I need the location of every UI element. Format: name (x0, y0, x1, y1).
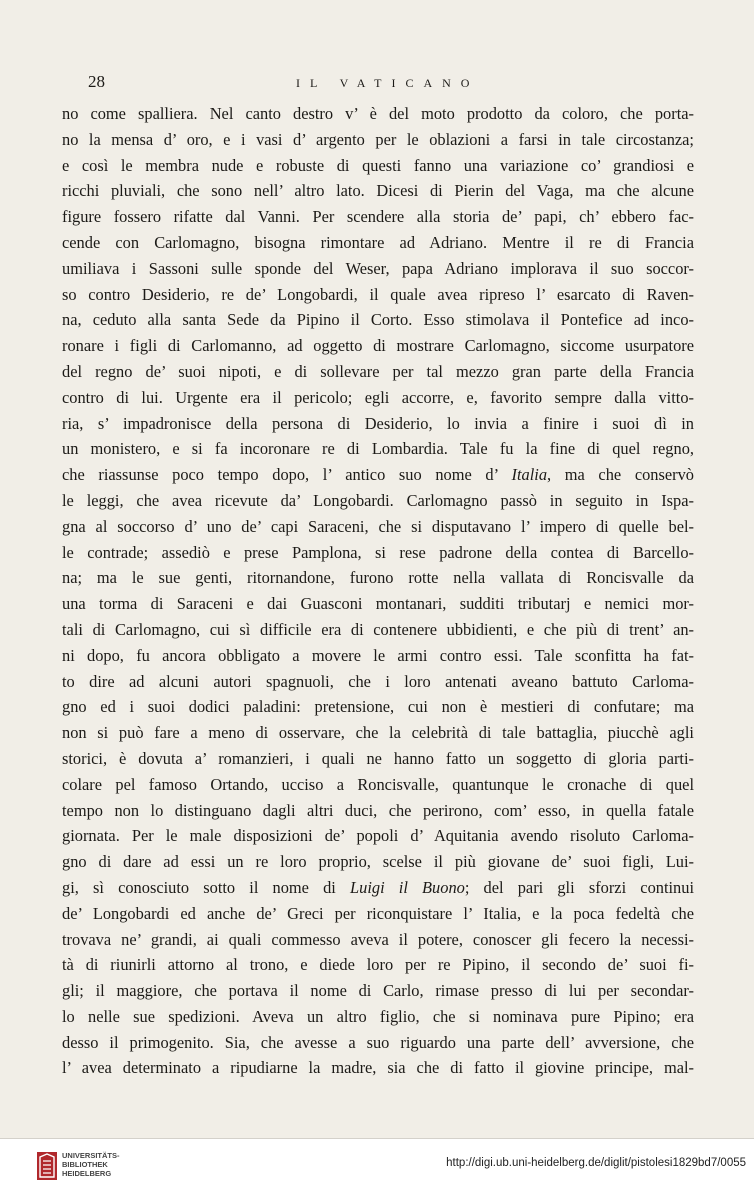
text-line: gi, sì conosciuto sotto il nome di Luigi il Buono; del pari gli sforzi continui (62, 877, 694, 897)
text-line: gno di dare ad essi un re loro proprio, scelse il più giovane de’ suoi figli, Lui- (62, 852, 694, 872)
text-line: cende con Carlomagno, bisogna rimontare ad Adriano. Mentre il re di Francia (62, 232, 694, 252)
text-line: no la mensa d’ oro, e i vasi d’ argento per le oblazioni a farsi in tale circostanza; (62, 129, 694, 149)
text-line: na, ceduto alla santa Sede da Pipino il Corto. Esso stimolava il Pontefice ad inco- (62, 310, 694, 330)
text-line: tempo non lo distinguano dagli altri duci, che perirono, com’ esso, in quella fatale (62, 800, 694, 820)
text-line: le leggi, che avea ricevute da’ Longobardi. Carlomagno passò in seguito in Ispa- (62, 490, 694, 510)
text-line: una torma di Saraceni e dai Guasconi montanari, sudditi tributarj e nemici mor- (62, 594, 694, 614)
text-line: to dire ad alcuni autori spagnuoli, che i loro antenati aveano battuto Carloma- (62, 671, 694, 691)
text-line: le contrade; assediò e prese Pamplona, si rese padrone della contea di Barcello- (62, 542, 694, 562)
page-number: 28 (88, 72, 105, 91)
text-line: umiliava i Sassoni sulle sponde del Weser, papa Adriano implorava il suo soccor- (62, 258, 694, 278)
library-name-line: BIBLIOTHEK (62, 1160, 108, 1169)
footer-bar (0, 1138, 754, 1191)
text-line: tali di Carlomagno, cui sì difficile era di contenere ubbidienti, e che più di trent’ an- (62, 619, 694, 639)
text-line: che riassunse poco tempo dopo, l’ antico suo nome d’ Italia, ma che conservò (62, 465, 694, 485)
text-line: na; ma le sue genti, ritornandone, furono rotte nella vallata di Roncisvalle da (62, 568, 694, 588)
page-header (88, 72, 668, 96)
text-line: no come spalliera. Nel canto destro v’ è del moto prodotto da coloro, che porta- (62, 104, 694, 123)
text-line: un monistero, e si fa incoronare re di Lombardia. Tale fu la fine di quel regno, (62, 439, 694, 459)
text-line: l’ avea determinato a ripudiarne la madre, sia che di fatto il giovine principe, mal- (62, 1058, 694, 1078)
text-line: lo nelle sue spedizioni. Aveva un altro figlio, che si nominava pure Pipino; era (62, 1006, 694, 1026)
text-line: gno ed i suoi dodici paladini: pretensione, cui non è mestieri di confutare; ma (62, 697, 694, 717)
body-text (62, 101, 694, 1081)
text-line: e così le membra nude e robuste di questi fanno una variazione co’ grandiosi e (62, 155, 694, 175)
heidelberg-library-logo-icon[interactable] (36, 1151, 58, 1181)
text-line: ni dopo, fu ancora obbligato a movere le armi contro essi. Tale sconfitta ha fat- (62, 645, 694, 665)
footer-divider (0, 1138, 754, 1139)
source-url-link[interactable]: http://digi.ub.uni-heidelberg.de/diglit/pistolesi1829bd7/0055 (446, 1157, 746, 1169)
text-line: non si può fare a meno di osservare, che la celebrità di tale battaglia, piucchè agli (62, 723, 694, 743)
text-line: ricchi pluviali, che sono nell’ altro lato. Dicesi di Pierin del Vaga, ma che alcune (62, 181, 694, 201)
text-line: ronare i figli di Carlomanno, ad oggetto di mostrare Carlomagno, siccome usurpatore (62, 336, 694, 356)
text-line: so contro Desiderio, re de’ Longobardi, il quale avea ripreso l’ esarcato di Raven- (62, 284, 694, 304)
text-line: gna al soccorso d’ uno de’ capi Saraceni, che si disputavano l’ impero di quelle bel- (62, 516, 694, 536)
text-line: storici, è dovuta a’ romanzieri, i quali ne hanno fatto un soggetto di gloria parti- (62, 748, 694, 768)
library-name-line: HEIDELBERG (62, 1169, 112, 1178)
text-line: trovava ne’ grandi, ai quali commesso aveva il potere, conoscer gli fecero la necessi- (62, 929, 694, 949)
text-line: desso il primogenito. Sia, che avesse a suo riguardo una parte dell’ avversione, che (62, 1032, 694, 1052)
library-name-line: UNIVERSITÄTS- (62, 1151, 120, 1160)
running-title: IL VATICANO (296, 76, 480, 90)
text-line: ria, s’ impadronisce della persona di Desiderio, lo invia a finire i suoi dì in (62, 413, 694, 433)
text-line: contro di lui. Urgente era il pericolo; egli accorre, e, favorito sempre dalla vitto- (62, 387, 694, 407)
text-line: de’ Longobardi ed anche de’ Greci per riconquistare l’ Italia, e la poca fedeltà che (62, 903, 694, 923)
text-line: gli; il maggiore, che portava il nome di Carlo, rimase presso di lui per secondar- (62, 981, 694, 1001)
text-line: del regno de’ suoi nipoti, e di sollevare per tal mezzo gran parte della Francia (62, 361, 694, 381)
text-line: colare pel famoso Ortando, ucciso a Roncisvalle, quantunque le cronache di quel (62, 774, 694, 794)
text-line: tà di riunirli attorno al trono, e diede loro per re Pipino, il secondo de’ suoi fi- (62, 955, 694, 975)
library-name[interactable] (62, 1151, 120, 1178)
text-line: figure fossero rifatte dal Vanni. Per scendere alla storia de’ papi, ch’ ebbero fac- (62, 207, 694, 227)
text-line: giornata. Per le male disposizioni de’ popoli d’ Aquitania avendo risoluto Carloma- (62, 826, 694, 846)
